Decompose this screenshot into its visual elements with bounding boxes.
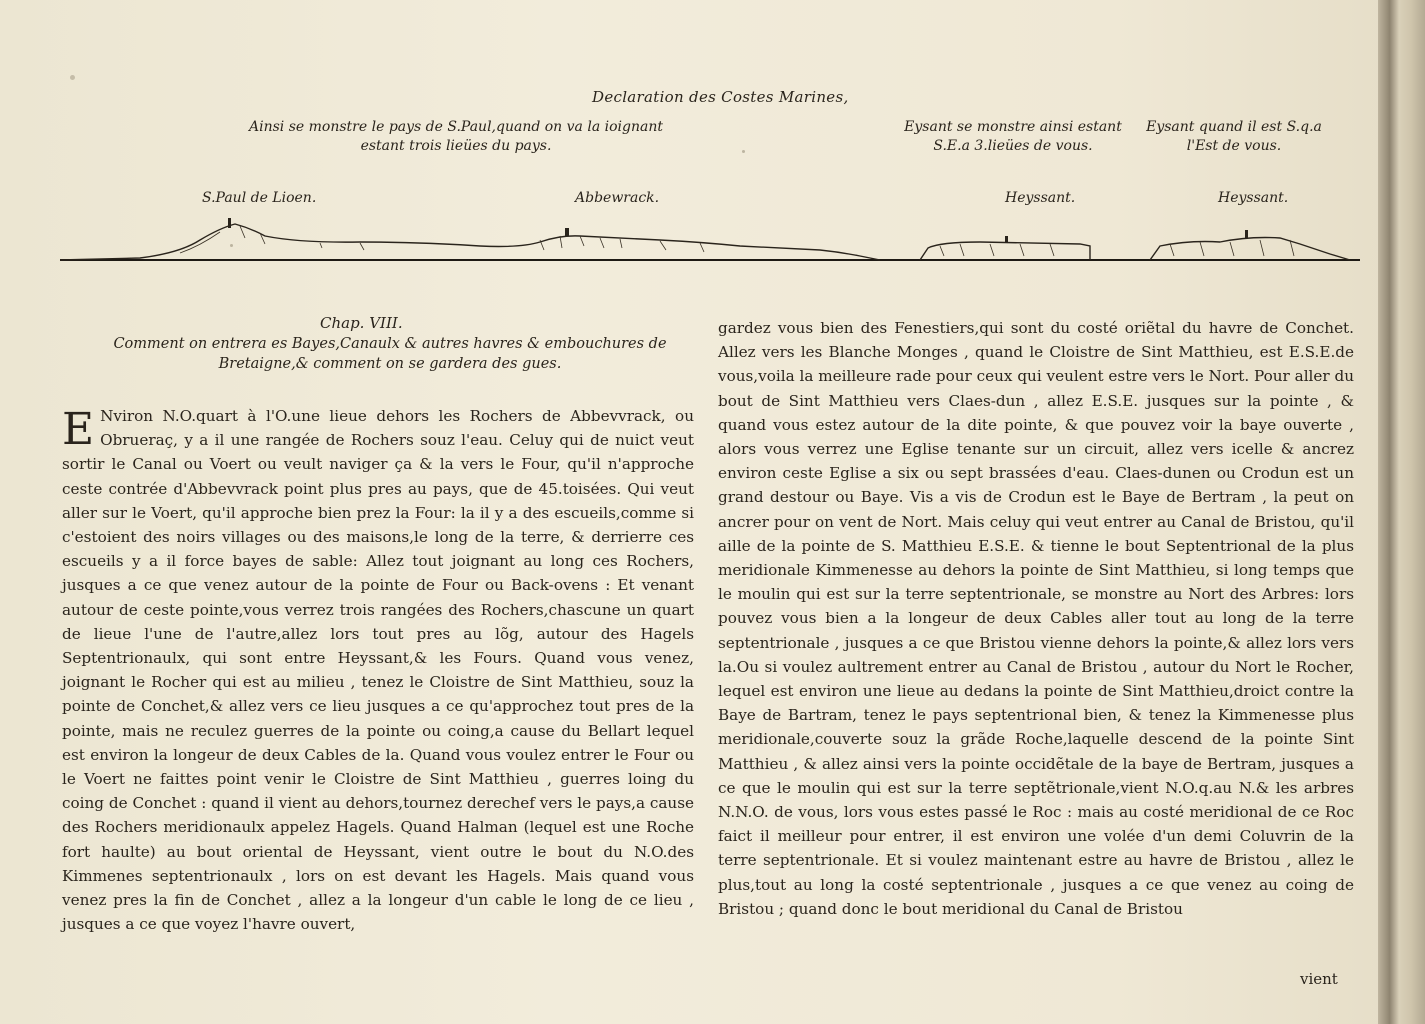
- left-column-text: Nviron N.O.quart à l'O.une lieue dehors les Rochers de Abbevvrack, ou Obrueraç, y a il une rangée de Rochers souz l'eau. Celuy qui de nuict veut sortir le Canal ou Voert ou veult naviger ça & la vers le Four, qu'il n'approche ceste contrée d'Abbevvrack point plus pres au pays, que de 45.toisées. Qui veut aller sur le Voert, qu'il approche bien prez la Four: la il y a des escueils,comme si c'estoient des noirs villages ou des maisons,le long de la terre, & derrierre ces escueils y a il force bayes de sable: Allez tout joignant au long ces Rochers, jusques a ce que venez autour de la pointe de Four ou Back-ovens : Et venant autour de ceste pointe,vous verrez trois rangées des Rochers,chascune un quart de lieue l'une de l'autre,allez lors tout pres au lõg, autour des Hagels Septentrionaulx, qui sont entre Heyssant,& les Fours. Quand vous venez, joignant le Rocher qui est au milieu , tenez le Cloistre de Sint Matthieu, souz la pointe de Conchet,& allez vers ce lieu jusques a ce qu'approchez tout pres de la pointe, mais ne reculez guerres de la pointe ou coing,a cause du Bellart lequel est environ la longeur de deux Cables de la. Quand vous voulez entrer le Four ou le Voert ne faittes point venir le Cloistre de Sint Matthieu , guerres loing du coing de Conchet : quand il vient au dehors,tournez derechef vers le pays,a cause des Rochers meridionaulx appelez Hagels. Quand Halman (lequel est une Roche fort haulte) au bout oriental de Heyssant, vient outre le bout du N.O.des Kimmenes septentrionaulx , lors on est devant les Hagels. Mais quand vous venez pres la fin de Conchet , allez a la longeur d'un cable le long de ce lieu , jusques a ce que voyez l'havre ouvert,: [62, 407, 694, 934]
- label-heyssant-2: Heyssant.: [1218, 190, 1289, 206]
- label-saint-paul: S.Paul de Lioen.: [202, 190, 317, 206]
- paper-speck: [230, 244, 233, 247]
- label-abbewrack: Abbewrack.: [575, 190, 660, 206]
- text-column-right: [718, 316, 1354, 921]
- coastline-profile-illustration: [60, 198, 1360, 268]
- catchword: vient: [1300, 970, 1338, 988]
- running-title: Declaration des Costes Marines,: [592, 88, 849, 106]
- caption-saint-paul: Ainsi se monstre le pays de S.Paul,quand on va la ioignant estant trois lieües du pays.: [249, 119, 663, 154]
- book-gutter: [1378, 0, 1425, 1024]
- caption-eysant-sq: Eysant quand il est S.q.a l'Est de vous.: [1146, 119, 1322, 154]
- label-heyssant-1: Heyssant.: [1005, 190, 1076, 206]
- paper-speck: [742, 150, 745, 153]
- chapter-title: Comment on entrera es Bayes,Canaulx & autres havres & embouchures de Bretaigne,& comment on se gardera des gues.: [113, 336, 667, 372]
- text-column-left: [62, 404, 694, 936]
- right-column-text: gardez vous bien des Fenestiers,qui sont du costé oriẽtal du havre de Conchet. Allez vers les Blanche Monges , quand le Cloistre de Sint Matthieu, est E.S.E.de vous,voila la meilleure rade pour ceux qui veulent estre vers le Nort. Pour aller du bout de Sint Matthieu vers Claes-dun , allez E.S.E. jusques sur la pointe , & quand vous estez autour de la dite pointe, & que pouvez voir la baye ouverte , alors vous verrez une Eglise tenante sur un circuit, allez vers icelle & ancrez environ ceste Eglise a six ou sept brassées d'eau. Claes-dunen ou Crodun est un grand destour ou Baye. Vis a vis de Crodun est le Baye de Bertram , la peut on ancrer pour on vent de Nort. Mais celuy qui veut entrer au Canal de Bristou, qu'il aille de la pointe de S. Matthieu E.S.E. & tienne le bout Septentrional de la plus meridionale Kimmenesse au dehors la pointe de Sint Matthieu, si long temps que le moulin qui est sur la terre septentrionale, se monstre au Nort des Arbres: lors pouvez vous bien a la longeur de deux Cables aller tout au long de la terre septentrionale , jusques a ce que Bristou vienne dehors la pointe,& allez lors vers la.Ou si voulez aultrement entrer au Canal de Bristou , autour du Nort le Rocher, lequel est environ une lieue au dedans la pointe de Sint Matthieu,droict contre la Baye de Bartram, tenez le pays septentrional bien, & tenez la Kimmenesse plus meridionale,couverte souz la grãde Roche,laquelle descend de la pointe Sint Matthieu , & allez ainsi vers la pointe occidẽtale de la baye de Bertram, jusques a ce que le moulin qui est sur la terre septẽtrionale,vient N.O.q.au N.& les arbres N.N.O. de vous, lors vous estes passé le Roc : mais au costé meridional de ce Roc faict il meilleur pour entrer, il est environ une volée d'un demi Coluvrin de la terre septentrionale. Et si voulez maintenant estre au havre de Bristou , allez le plus,tout au long la costé septentrionale , jusques a ce que venez au coing de Bristou ; quand donc le bout meridional du Canal de Bristou: [718, 319, 1354, 918]
- drop-cap: E: [62, 404, 95, 455]
- caption-eysant-se: Eysant se monstre ainsi estant S.E.a 3.lieües de vous.: [904, 119, 1122, 154]
- chapter-number: Chap. VIII.: [320, 314, 403, 332]
- paper-speck: [70, 75, 75, 80]
